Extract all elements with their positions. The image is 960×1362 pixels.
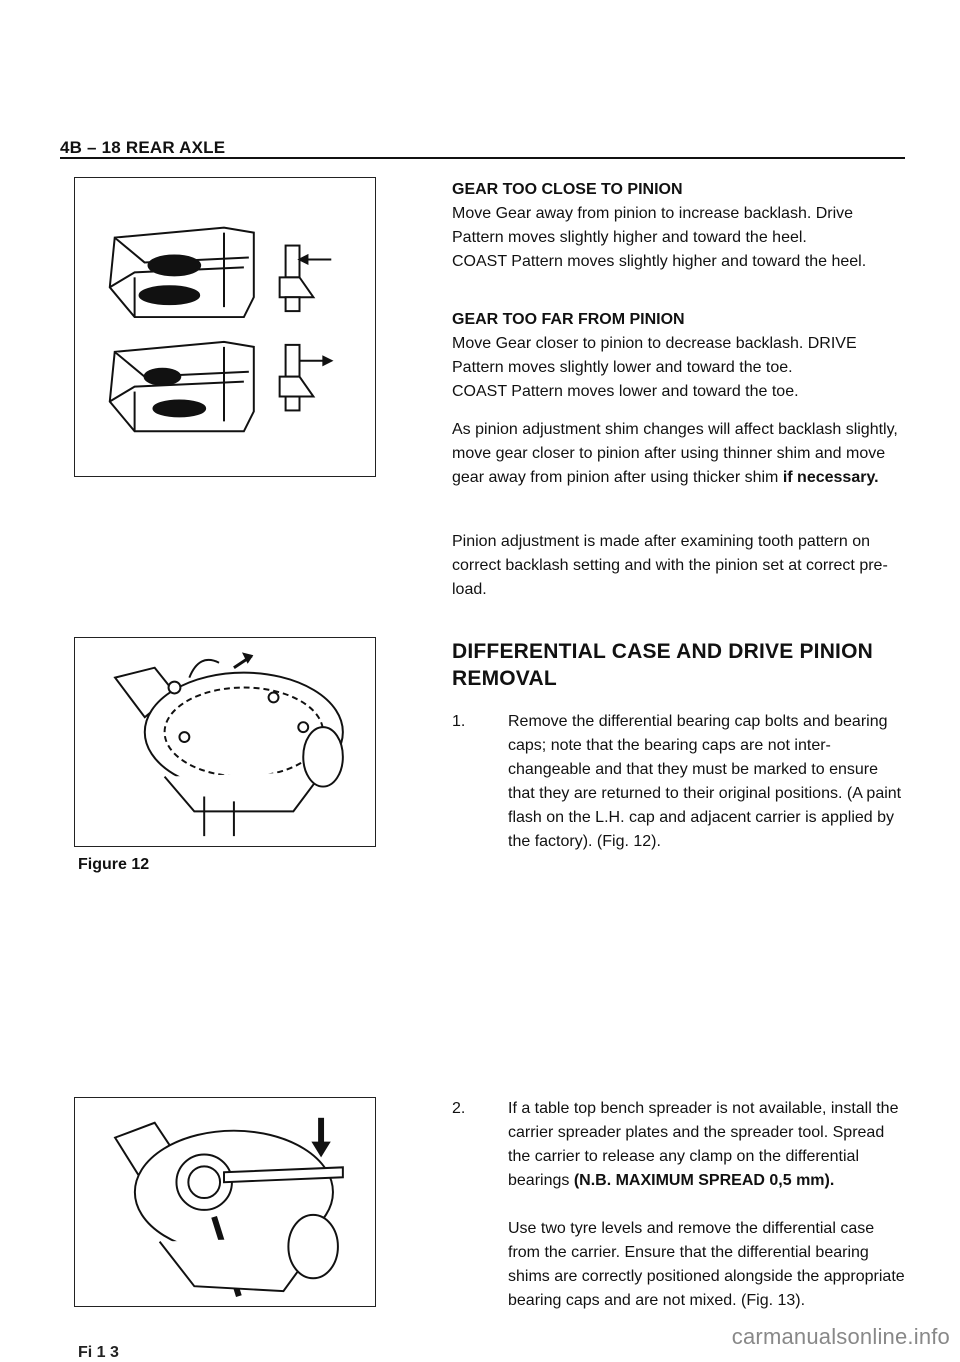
step-2-number: 2.	[452, 1100, 466, 1117]
gear-too-close-heading: GEAR TOO CLOSE TO PINION	[452, 181, 683, 198]
pinion-note-text: Pinion adjustment is made after examining tooth pattern on correct backlash setting and with the pinion set at correct pre-load.	[452, 533, 888, 598]
gear-too-far-heading: GEAR TOO FAR FROM PINION	[452, 311, 685, 328]
gear-too-far-coast: COAST Pattern moves lower and toward the toe.	[452, 383, 799, 400]
tooth-pattern-illustration	[75, 178, 375, 476]
step-2-text: If a table top bench spreader is not available, install the carrier spreader plates and the spreader tool. Spread the carrier to release any clamp on the differential bearings	[508, 1100, 899, 1189]
step-1-text: Remove the differential bearing cap bolts and bearing caps; note that the bearing caps are not inter-changeable and that they must be marked to ensure that they are returned to their original positions. (A paint flash on the L.H. cap and adjacent carrier is applied by the factory). (Fig. 12).	[508, 713, 902, 850]
spreader-tool-illustration	[75, 1098, 375, 1306]
figure-13	[74, 1097, 376, 1307]
pinion-note	[452, 530, 907, 602]
gear-too-close-body: Move Gear away from pinion to increase backlash. Drive Pattern moves slightly higher and toward the heel.	[452, 205, 854, 246]
shim-note	[452, 418, 907, 490]
shim-note-text: As pinion adjustment shim changes will affect backlash slightly, move gear closer to pinion after using thinner shim and move gear away from pinion after using thicker shim	[452, 421, 898, 486]
gear-too-close-coast: COAST Pattern moves slightly higher and toward the heel.	[452, 253, 867, 270]
gear-too-close-section	[452, 178, 907, 274]
differential-section	[452, 638, 907, 854]
page-header: 4B – 18 REAR AXLE	[60, 138, 226, 157]
figure-12-caption: Figure 12	[78, 856, 150, 873]
step-1-number: 1.	[452, 713, 466, 730]
tooth-pattern-figure	[74, 177, 376, 477]
section-title: DIFFERENTIAL CASE AND DRIVE PINION REMOVAL	[452, 640, 873, 690]
step-2	[452, 1097, 907, 1313]
step-1	[452, 710, 907, 854]
header-rule	[60, 157, 905, 159]
gear-too-far-body: Move Gear closer to pinion to decrease backlash. DRIVE Pattern moves slightly lower and toward the toe.	[452, 335, 857, 376]
step-2-bold-note: (N.B. MAXIMUM SPREAD 0,5 mm).	[573, 1172, 835, 1189]
figure-13-caption-partial: Fi 1 3	[78, 1344, 119, 1361]
step-2-followup: Use two tyre levels and remove the differential case from the carrier. Ensure that the differential bearing shims are correctly positioned alongside the appropriate bearing caps and are not mixed. (Fig. 13).	[508, 1220, 905, 1309]
step-2-section	[452, 1097, 907, 1313]
figure-12	[74, 637, 376, 847]
differential-carrier-illustration	[75, 638, 375, 846]
shim-note-bold: if necessary.	[782, 469, 879, 486]
watermark: carmanualsonline.info	[731, 1324, 950, 1349]
gear-too-far-section	[452, 308, 907, 404]
